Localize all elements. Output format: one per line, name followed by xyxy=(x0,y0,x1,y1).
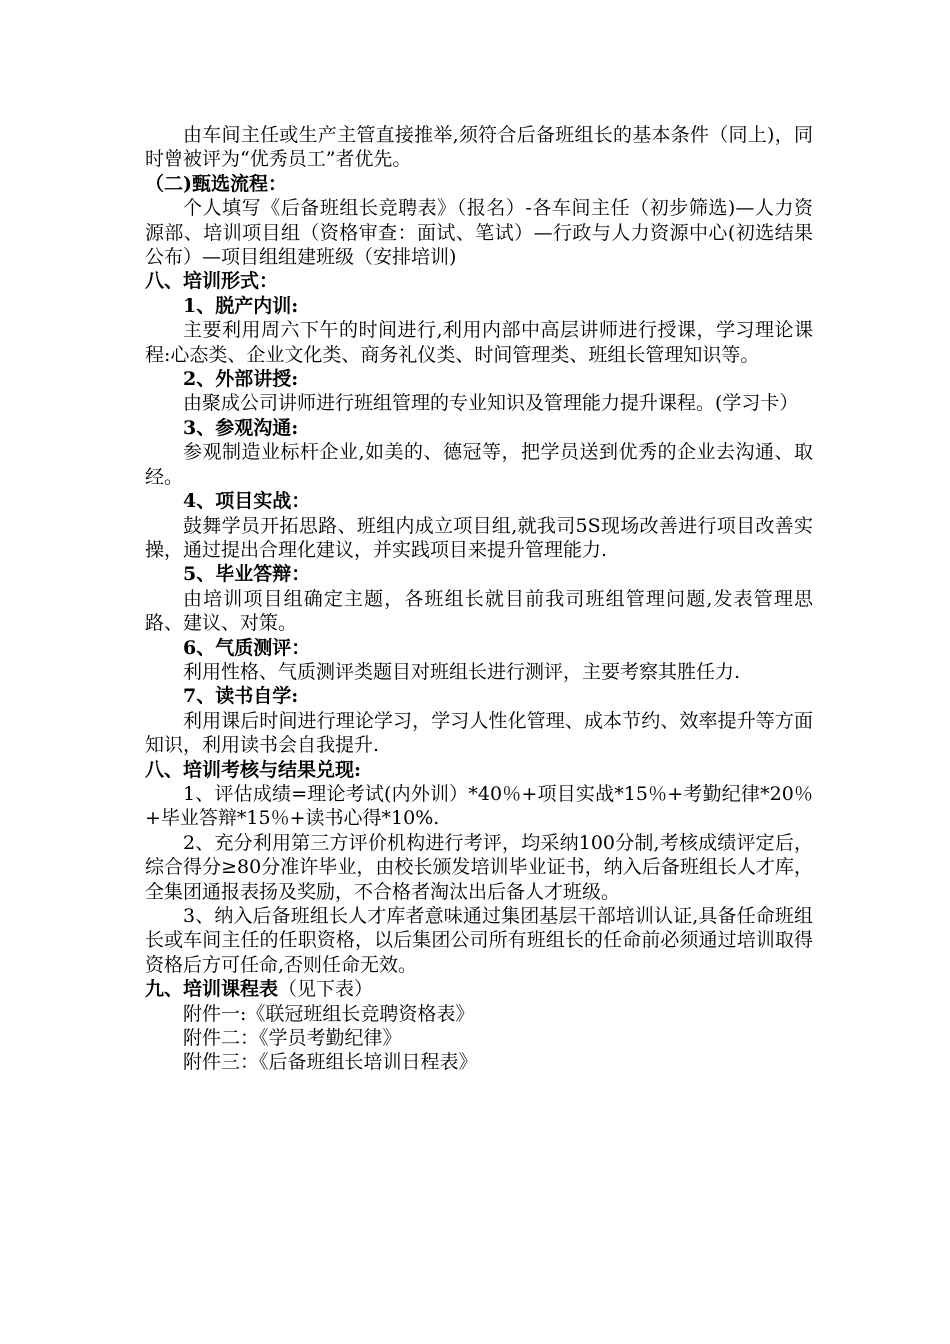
item-7-title: 7、读书自学: xyxy=(183,685,299,708)
attachment-3: 附件三：《后备班组长培训日程表》 xyxy=(183,1051,478,1074)
item-3-text: 参观制造业标杆企业,如美的、德冠等，把学员送到优秀的企业去沟通、取经。 xyxy=(145,441,813,488)
training-form-heading: 八、培训形式： xyxy=(145,270,279,293)
assessment-paragraph-1: 1、评估成绩=理论考试(内外训）*40％+项目实战*15％+考勤纪律*20％+毕业答辩*15％+读书心得*10%. xyxy=(145,782,813,830)
attachment-1: 附件一:《联冠班组长竞聘资格表》 xyxy=(183,1002,475,1025)
schedule-heading xyxy=(145,977,813,1001)
assessment-paragraph-3: 3、纳入后备班组长人才库者意味通过集团基层干部培训认证,具备任命班组长或车间主任的任职资格，以后集团公司所有班组长的任命前必须通过培训取得资格后方可任命,否则任命无效。 xyxy=(145,905,813,976)
item-5-text: 由培训项目组确定主题，各班组长就目前我司班组管理问题,发表管理思路、建议、对策。 xyxy=(145,587,813,635)
item-1-text: 主要利用周六下午的时间进行,利用内部中高层讲师进行授课，学习理论课程:心态类、企业文化类、商务礼仪类、时间管理类、班组长管理知识等。 xyxy=(145,319,813,366)
item-1-title: 1、脱产内训: xyxy=(183,294,299,317)
schedule-heading-title: 九、培训课程表 xyxy=(145,978,279,1001)
item-2-text: 由聚成公司讲师进行班组管理的专业知识及管理能力提升课程。(学习卡） xyxy=(183,392,799,415)
document-page xyxy=(145,123,813,1075)
item-5-title: 5、毕业答辩： xyxy=(183,563,311,586)
item-6-text: 利用性格、气质测评类题目对班组长进行测评，主要考察其胜任力. xyxy=(183,660,741,683)
item-2-title: 2、外部讲授: xyxy=(183,368,299,391)
item-3-title: 3、参观沟通: xyxy=(183,416,299,439)
item-6-title: 6、气质测评： xyxy=(183,636,311,659)
selection-paragraph: 个人填写《后备班组长竞聘表》（报名）-各车间主任（初步筛选)—人力资源部、培训项目组（资格审查：面试、笔试）—行政与人力资源中心(初选结果公布）—项目组组建班级（安排培训) xyxy=(145,197,813,269)
schedule-heading-note: （见下表） xyxy=(278,978,374,1001)
assessment-heading: 八、培训考核与结果兑现: xyxy=(145,758,362,781)
item-7-text: 利用课后时间进行理论学习，学习人性化管理、成本节约、效率提升等方面知识，利用读书会自我提升. xyxy=(145,709,813,757)
selection-heading: （二)甄选流程： xyxy=(145,172,287,195)
item-4-text: 鼓舞学员开拓思路、班组内成立项目组,就我司5S现场改善进行项目改善实操，通过提出合理化建议，并实践项目来提升管理能力. xyxy=(145,514,813,561)
item-4-title: 4、项目实战： xyxy=(183,490,311,513)
assessment-paragraph-2: 2、充分利用第三方评价机构进行考评，均采纳100分制,考核成绩评定后，综合得分≥80分准许毕业，由校长颁发培训毕业证书，纳入后备班组长人才库，全集团通报表扬及奖励，不合格者淘汰出后备人才班级。 xyxy=(145,831,813,903)
intro-paragraph: 由车间主任或生产主管直接推举,须符合后备班组长的基本条件（同上)，同时曾被评为“优秀员工”者优先。 xyxy=(145,124,813,171)
attachment-2: 附件二：《学员考勤纪律》 xyxy=(183,1027,402,1050)
